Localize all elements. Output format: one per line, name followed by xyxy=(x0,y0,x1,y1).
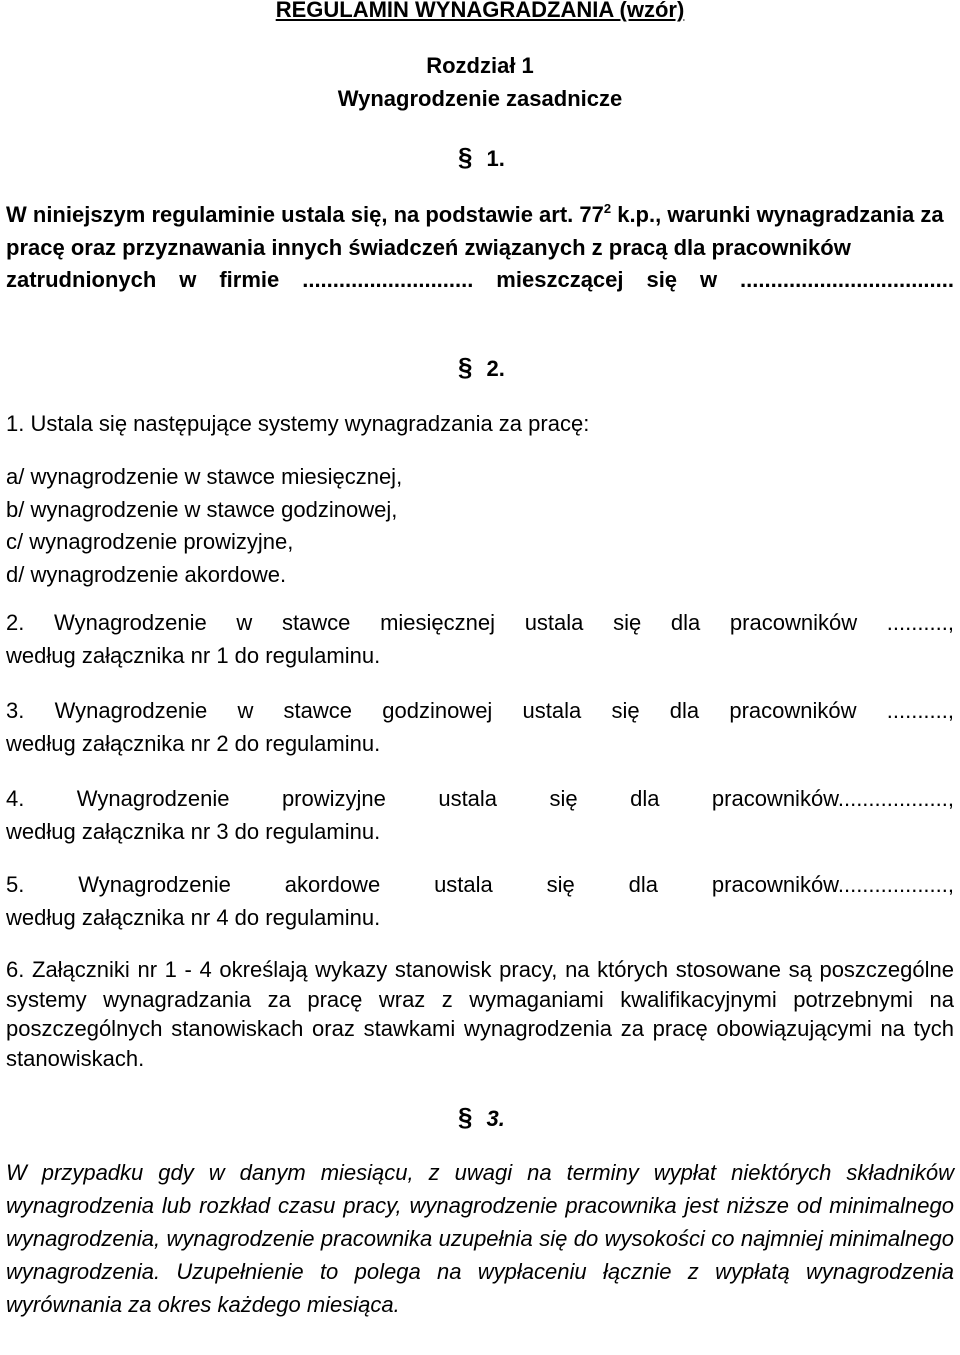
section-1-text-b: k.p., warunki wynagradzania za pracę oraz przyznawania innych świadczeń związanych z pracą dla pracowników zatrudnionych w firmie ............................ mieszczącej się w ................................... xyxy=(6,202,954,292)
section-sign-icon: § xyxy=(458,1102,473,1132)
section-3-number: 3. xyxy=(486,1106,505,1131)
item-line: 4. Wynagrodzenie prowizyjne ustala się dla pracowników.................., xyxy=(6,786,954,811)
section-2-item-3 xyxy=(6,695,954,760)
chapter-label: Rozdział 1 xyxy=(426,53,534,78)
section-2-item-2 xyxy=(6,607,954,672)
section-1-number: 1. xyxy=(486,146,505,171)
section-1-text xyxy=(6,199,954,297)
section-2-item-5 xyxy=(6,869,954,934)
section-3-text: W przypadku gdy w danym miesiącu, z uwagi na terminy wypłat niektórych składników wynagrodzenia lub rozkład czasu pracy, wynagrodzenie pracownika jest niższe od minimalnego wynagrodzenia, wynagrodzenie pracownika uzupełnia się do wysokości co najmniej minimalnego wynagrodzenia. Uzupełnienie to polega na wypłaceniu łącznie z wypłatą wynagrodzenia wyrównania za okres każdego miesiąca. xyxy=(6,1160,954,1317)
item-line: według załącznika nr 3 do regulaminu. xyxy=(6,818,381,844)
section-sign-icon: § xyxy=(458,142,473,172)
section-1-heading xyxy=(458,142,505,173)
section-sign-icon: § xyxy=(458,352,473,382)
section-2-intro: 1. Ustala się następujące systemy wynagradzania za pracę: xyxy=(6,411,590,436)
list-item: c/ wynagrodzenie prowizyjne, xyxy=(6,529,294,554)
list-item: d/ wynagrodzenie akordowe. xyxy=(6,561,287,587)
section-3-heading xyxy=(458,1102,505,1133)
chapter-name: Wynagrodzenie zasadnicze xyxy=(337,85,623,111)
section-2-heading xyxy=(458,352,505,383)
item-line: według załącznika nr 2 do regulaminu. xyxy=(6,730,381,756)
section-2-item-4 xyxy=(6,783,954,848)
section-1-superscript: 2 xyxy=(603,201,612,216)
section-2-number: 2. xyxy=(486,356,505,381)
section-1-text-a: W niniejszym regulaminie ustala się, na podstawie art. 77 xyxy=(6,202,604,227)
chapter-heading xyxy=(0,50,960,115)
item-line: 2. Wynagrodzenie w stawce miesięcznej ustala się dla pracowników .........., xyxy=(6,610,954,635)
document-title: REGULAMIN WYNAGRADZANIA (wzór) xyxy=(275,0,685,22)
list-item: b/ wynagrodzenie w stawce godzinowej, xyxy=(6,496,398,522)
wage-system-list xyxy=(6,461,954,591)
section-2-item-6: 6. Załączniki nr 1 - 4 określają wykazy stanowisk pracy, na których stosowane są poszczególne systemy wynagradzania za pracę wraz z wymaganiami kwalifikacyjnymi potrzebnymi na poszczególnych stanowiskach oraz stawkami wynagrodzenia za pracę obowiązującymi na tych stanowiskach. xyxy=(6,957,954,1071)
list-item: a/ wynagrodzenie w stawce miesięcznej, xyxy=(6,464,403,489)
item-line: według załącznika nr 4 do regulaminu. xyxy=(6,904,381,930)
item-line: 3. Wynagrodzenie w stawce godzinowej ustala się dla pracowników .........., xyxy=(6,698,954,723)
item-line: według załącznika nr 1 do regulaminu. xyxy=(6,642,381,668)
item-line: 5. Wynagrodzenie akordowe ustala się dla pracowników.................., xyxy=(6,872,954,897)
